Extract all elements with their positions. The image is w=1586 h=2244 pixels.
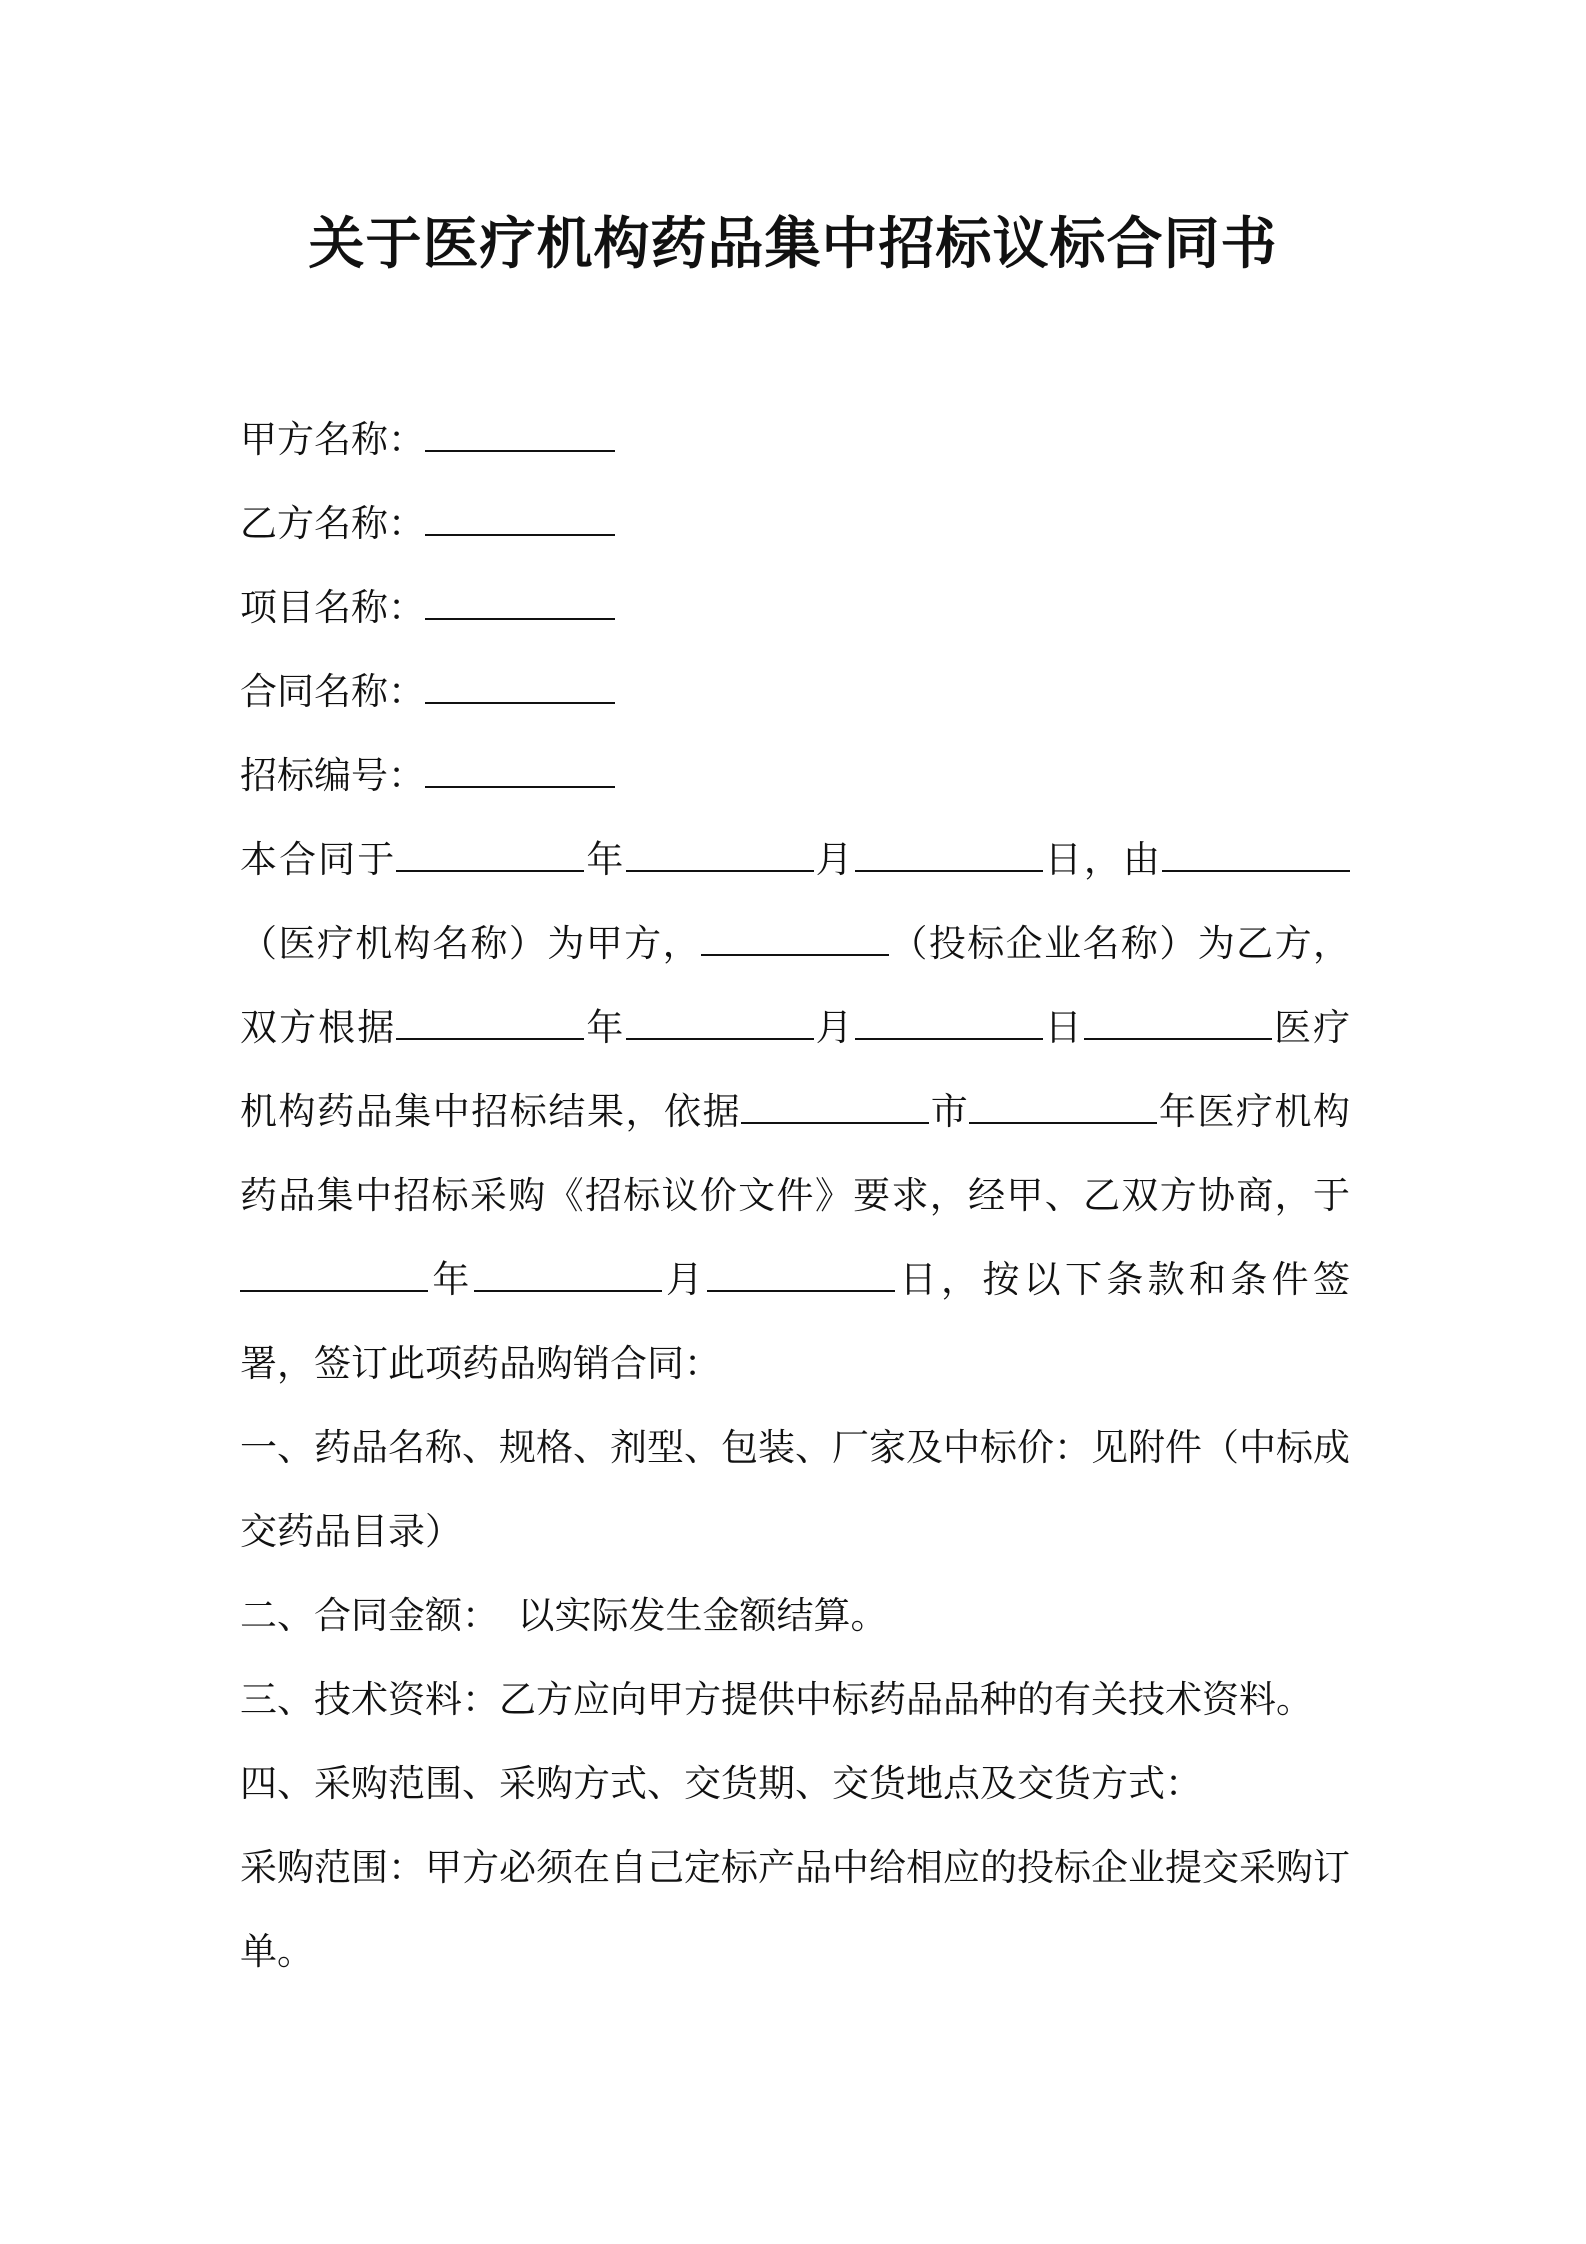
fill-blank — [741, 1094, 929, 1124]
intro-text: 日 — [1042, 1006, 1084, 1049]
field-party-b — [240, 482, 1350, 566]
field-tender-number — [240, 734, 1350, 818]
fill-blank — [701, 926, 889, 956]
fill-blank — [425, 422, 615, 452]
intro-text: 日，按以下条款和条件签署，签订此项药品购销合同： — [240, 1258, 1351, 1385]
fill-blank — [425, 590, 615, 620]
intro-paragraph — [240, 818, 1350, 1406]
fill-blank — [707, 1262, 895, 1292]
intro-text: 日，由 — [1042, 838, 1163, 881]
intro-text: 年 — [428, 1258, 474, 1301]
fill-blank — [425, 506, 615, 536]
fill-blank — [474, 1262, 662, 1292]
clause-3: 三、技术资料：乙方应向甲方提供中标药品品种的有关技术资料。 — [240, 1678, 1313, 1721]
field-contract-name — [240, 650, 1350, 734]
clause-purchase-scope: 采购范围：甲方必须在自己定标产品中给相应的投标企业提交采购订单。 — [240, 1846, 1350, 1973]
intro-text: 年 — [584, 838, 626, 881]
document-title: 关于医疗机构药品集中招标议标合同书 — [308, 212, 1278, 277]
field-label: 招标编号： — [240, 754, 425, 797]
fill-blank — [1162, 842, 1350, 872]
fill-blank — [396, 842, 584, 872]
fill-blank — [425, 674, 615, 704]
intro-text: （投标企业名称）为乙方，双方根据 — [240, 922, 1350, 1049]
intro-text: 月 — [661, 1258, 708, 1301]
fill-blank — [626, 842, 814, 872]
intro-text: 市 — [929, 1090, 970, 1133]
clause-4: 四、采购范围、采购方式、交货期、交货地点及交货方式： — [240, 1762, 1202, 1805]
intro-text: 年 — [584, 1006, 626, 1049]
intro-text: 本合同于 — [240, 838, 397, 881]
field-label: 项目名称： — [240, 586, 425, 629]
field-party-a — [240, 398, 1350, 482]
fill-blank — [396, 1010, 584, 1040]
intro-text: 月 — [813, 1006, 855, 1049]
fill-blank — [240, 1262, 428, 1292]
clause-2: 二、合同金额： 以实际发生金额结算。 — [240, 1594, 888, 1637]
fill-blank — [1084, 1010, 1272, 1040]
fill-blank — [969, 1094, 1157, 1124]
intro-text: 月 — [813, 838, 855, 881]
intro-text: 医疗机构药品集中招标结果，依据 — [240, 1006, 1351, 1133]
fill-blank — [626, 1010, 814, 1040]
fill-blank — [855, 1010, 1043, 1040]
document-body — [240, 398, 1350, 1994]
clause-1: 一、药品名称、规格、剂型、包装、厂家及中标价：见附件（中标成交药品目录） — [240, 1426, 1350, 1553]
field-label: 合同名称： — [240, 670, 425, 713]
fill-blank — [425, 758, 615, 788]
intro-text: 年医疗机构药品集中招标采购《招标议价文件》要求，经甲、乙双方协商，于 — [240, 1090, 1351, 1217]
field-label: 乙方名称： — [240, 502, 425, 545]
field-project-name — [240, 566, 1350, 650]
fill-blank — [855, 842, 1043, 872]
field-label: 甲方名称： — [240, 418, 425, 461]
intro-text: （医疗机构名称）为甲方， — [240, 922, 701, 965]
